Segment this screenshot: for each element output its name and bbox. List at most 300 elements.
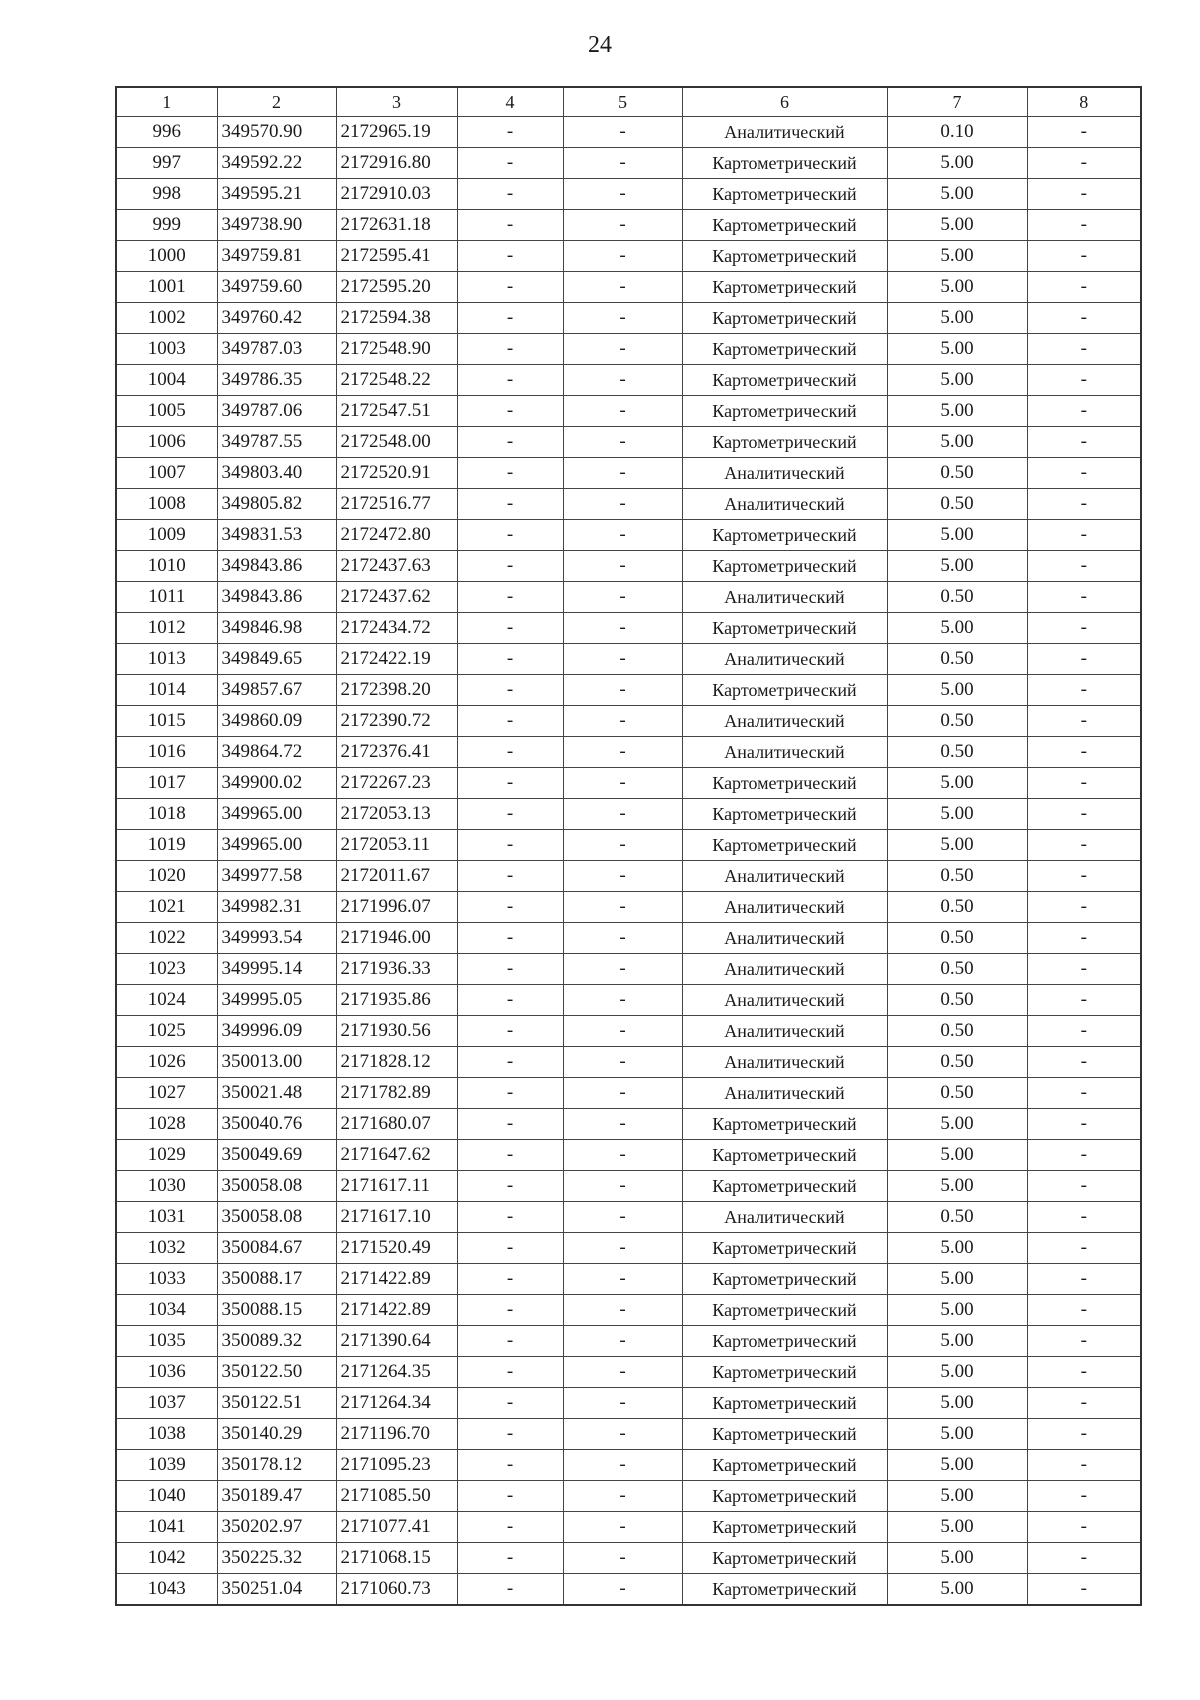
- coord-x-cell: 349995.05: [217, 985, 336, 1016]
- table-row: [116, 241, 1141, 272]
- col-4-cell: -: [457, 334, 563, 365]
- coord-x-cell: 349857.67: [217, 675, 336, 706]
- point-number-cell: 1016: [116, 737, 217, 768]
- table-row: [116, 954, 1141, 985]
- col-5-cell: -: [563, 954, 682, 985]
- coord-x-cell: 349759.60: [217, 272, 336, 303]
- col-5-cell: -: [563, 1109, 682, 1140]
- col-5-cell: -: [563, 1357, 682, 1388]
- point-number-cell: 999: [116, 210, 217, 241]
- table-row: [116, 1419, 1141, 1450]
- coord-x-cell: 350251.04: [217, 1574, 336, 1606]
- point-number-cell: 1018: [116, 799, 217, 830]
- col-4-cell: -: [457, 830, 563, 861]
- col-8-cell: -: [1027, 1171, 1141, 1202]
- table-row: [116, 1512, 1141, 1543]
- accuracy-cell: 0.50: [887, 737, 1027, 768]
- col-8-cell: -: [1027, 1078, 1141, 1109]
- point-number-cell: 1022: [116, 923, 217, 954]
- method-cell: Картометрический: [682, 1574, 887, 1606]
- col-8-cell: -: [1027, 551, 1141, 582]
- point-number-cell: 1012: [116, 613, 217, 644]
- point-number-cell: 1034: [116, 1295, 217, 1326]
- method-cell: Картометрический: [682, 1233, 887, 1264]
- col-8-cell: -: [1027, 644, 1141, 675]
- accuracy-cell: 5.00: [887, 1450, 1027, 1481]
- method-cell: Картометрический: [682, 210, 887, 241]
- table-row: [116, 148, 1141, 179]
- accuracy-cell: 5.00: [887, 1264, 1027, 1295]
- col-4-cell: -: [457, 427, 563, 458]
- point-number-cell: 1032: [116, 1233, 217, 1264]
- col-4-cell: -: [457, 954, 563, 985]
- coord-x-cell: 349786.35: [217, 365, 336, 396]
- coord-y-cell: 2171196.70: [336, 1419, 457, 1450]
- col-5-cell: -: [563, 923, 682, 954]
- coord-y-cell: 2171617.11: [336, 1171, 457, 1202]
- coord-x-cell: 350058.08: [217, 1202, 336, 1233]
- coord-x-cell: 350058.08: [217, 1171, 336, 1202]
- col-8-cell: -: [1027, 861, 1141, 892]
- point-number-cell: 1011: [116, 582, 217, 613]
- col-4-cell: -: [457, 520, 563, 551]
- col-5-cell: -: [563, 1171, 682, 1202]
- table-row: [116, 1481, 1141, 1512]
- col-4-cell: -: [457, 489, 563, 520]
- coord-y-cell: 2172595.41: [336, 241, 457, 272]
- coord-x-cell: 349995.14: [217, 954, 336, 985]
- method-cell: Аналитический: [682, 861, 887, 892]
- coord-x-cell: 349996.09: [217, 1016, 336, 1047]
- method-cell: Аналитический: [682, 1202, 887, 1233]
- method-cell: Картометрический: [682, 1171, 887, 1202]
- col-8-cell: -: [1027, 613, 1141, 644]
- accuracy-cell: 5.00: [887, 1543, 1027, 1574]
- col-8-cell: -: [1027, 1574, 1141, 1606]
- coord-y-cell: 2171782.89: [336, 1078, 457, 1109]
- col-5-cell: -: [563, 551, 682, 582]
- col-8-cell: -: [1027, 1512, 1141, 1543]
- method-cell: Картометрический: [682, 179, 887, 210]
- col-4-cell: -: [457, 861, 563, 892]
- col-8-cell: -: [1027, 210, 1141, 241]
- col-5-cell: -: [563, 1574, 682, 1606]
- col-4-cell: -: [457, 1109, 563, 1140]
- coord-x-cell: 350049.69: [217, 1140, 336, 1171]
- table-row: [116, 210, 1141, 241]
- col-8-cell: -: [1027, 1202, 1141, 1233]
- coord-x-cell: 350122.50: [217, 1357, 336, 1388]
- method-cell: Картометрический: [682, 148, 887, 179]
- coord-x-cell: 349965.00: [217, 830, 336, 861]
- point-number-cell: 1039: [116, 1450, 217, 1481]
- column-header-5: 5: [563, 87, 682, 117]
- col-5-cell: -: [563, 1078, 682, 1109]
- column-header-7: 7: [887, 87, 1027, 117]
- col-4-cell: -: [457, 210, 563, 241]
- method-cell: Картометрический: [682, 830, 887, 861]
- accuracy-cell: 0.50: [887, 458, 1027, 489]
- coord-y-cell: 2171264.35: [336, 1357, 457, 1388]
- method-cell: Аналитический: [682, 985, 887, 1016]
- col-4-cell: -: [457, 675, 563, 706]
- coord-x-cell: 350084.67: [217, 1233, 336, 1264]
- col-4-cell: -: [457, 644, 563, 675]
- col-4-cell: -: [457, 458, 563, 489]
- col-8-cell: -: [1027, 923, 1141, 954]
- accuracy-cell: 5.00: [887, 830, 1027, 861]
- col-5-cell: -: [563, 675, 682, 706]
- coord-y-cell: 2172516.77: [336, 489, 457, 520]
- coord-x-cell: 350202.97: [217, 1512, 336, 1543]
- col-5-cell: -: [563, 520, 682, 551]
- coord-x-cell: 349570.90: [217, 117, 336, 148]
- col-8-cell: -: [1027, 892, 1141, 923]
- accuracy-cell: 5.00: [887, 520, 1027, 551]
- coord-y-cell: 2172053.11: [336, 830, 457, 861]
- column-header-1: 1: [116, 87, 217, 117]
- column-header-3: 3: [336, 87, 457, 117]
- method-cell: Картометрический: [682, 272, 887, 303]
- col-4-cell: -: [457, 737, 563, 768]
- col-4-cell: -: [457, 1202, 563, 1233]
- col-4-cell: -: [457, 1574, 563, 1606]
- point-number-cell: 1008: [116, 489, 217, 520]
- col-5-cell: -: [563, 1419, 682, 1450]
- coord-x-cell: 349805.82: [217, 489, 336, 520]
- method-cell: Аналитический: [682, 1078, 887, 1109]
- coord-x-cell: 349846.98: [217, 613, 336, 644]
- col-5-cell: -: [563, 210, 682, 241]
- col-4-cell: -: [457, 1357, 563, 1388]
- col-8-cell: -: [1027, 582, 1141, 613]
- col-4-cell: -: [457, 613, 563, 644]
- coord-x-cell: 349965.00: [217, 799, 336, 830]
- column-header-8: 8: [1027, 87, 1141, 117]
- accuracy-cell: 5.00: [887, 210, 1027, 241]
- table-row: [116, 1574, 1141, 1606]
- col-4-cell: -: [457, 551, 563, 582]
- point-number-cell: 1002: [116, 303, 217, 334]
- col-4-cell: -: [457, 241, 563, 272]
- col-5-cell: -: [563, 1512, 682, 1543]
- page-number: 24: [588, 32, 612, 58]
- coord-y-cell: 2171264.34: [336, 1388, 457, 1419]
- point-number-cell: 1010: [116, 551, 217, 582]
- accuracy-cell: 5.00: [887, 1388, 1027, 1419]
- table-row: [116, 799, 1141, 830]
- method-cell: Картометрический: [682, 1109, 887, 1140]
- method-cell: Картометрический: [682, 613, 887, 644]
- coord-y-cell: 2171680.07: [336, 1109, 457, 1140]
- col-4-cell: -: [457, 892, 563, 923]
- col-5-cell: -: [563, 1202, 682, 1233]
- table-row: [116, 520, 1141, 551]
- table-row: [116, 458, 1141, 489]
- col-8-cell: -: [1027, 1388, 1141, 1419]
- coord-x-cell: 349843.86: [217, 582, 336, 613]
- point-number-cell: 1024: [116, 985, 217, 1016]
- col-5-cell: -: [563, 799, 682, 830]
- table-row: [116, 706, 1141, 737]
- col-4-cell: -: [457, 768, 563, 799]
- coord-x-cell: 349787.55: [217, 427, 336, 458]
- method-cell: Картометрический: [682, 520, 887, 551]
- coord-x-cell: 350089.32: [217, 1326, 336, 1357]
- table-row: [116, 1295, 1141, 1326]
- accuracy-cell: 0.10: [887, 117, 1027, 148]
- col-4-cell: -: [457, 582, 563, 613]
- point-number-cell: 1026: [116, 1047, 217, 1078]
- accuracy-cell: 0.50: [887, 706, 1027, 737]
- col-4-cell: -: [457, 1295, 563, 1326]
- col-5-cell: -: [563, 1140, 682, 1171]
- coord-y-cell: 2172916.80: [336, 148, 457, 179]
- method-cell: Картометрический: [682, 1481, 887, 1512]
- accuracy-cell: 5.00: [887, 334, 1027, 365]
- method-cell: Картометрический: [682, 1512, 887, 1543]
- method-cell: Аналитический: [682, 737, 887, 768]
- coord-y-cell: 2171422.89: [336, 1264, 457, 1295]
- col-5-cell: -: [563, 892, 682, 923]
- col-4-cell: -: [457, 1512, 563, 1543]
- point-number-cell: 1025: [116, 1016, 217, 1047]
- col-4-cell: -: [457, 1264, 563, 1295]
- method-cell: Картометрический: [682, 365, 887, 396]
- table-row: [116, 1109, 1141, 1140]
- coord-x-cell: 350013.00: [217, 1047, 336, 1078]
- col-8-cell: -: [1027, 1295, 1141, 1326]
- col-8-cell: -: [1027, 675, 1141, 706]
- table-row: [116, 1388, 1141, 1419]
- coord-y-cell: 2172631.18: [336, 210, 457, 241]
- col-4-cell: -: [457, 365, 563, 396]
- accuracy-cell: 5.00: [887, 179, 1027, 210]
- col-5-cell: -: [563, 334, 682, 365]
- coord-y-cell: 2171068.15: [336, 1543, 457, 1574]
- coord-y-cell: 2172548.90: [336, 334, 457, 365]
- coord-y-cell: 2171520.49: [336, 1233, 457, 1264]
- method-cell: Картометрический: [682, 1450, 887, 1481]
- coord-y-cell: 2172422.19: [336, 644, 457, 675]
- col-4-cell: -: [457, 1481, 563, 1512]
- point-number-cell: 1007: [116, 458, 217, 489]
- col-8-cell: -: [1027, 1357, 1141, 1388]
- accuracy-cell: 5.00: [887, 1295, 1027, 1326]
- accuracy-cell: 0.50: [887, 954, 1027, 985]
- method-cell: Картометрический: [682, 1357, 887, 1388]
- col-5-cell: -: [563, 737, 682, 768]
- coord-y-cell: 2171085.50: [336, 1481, 457, 1512]
- col-4-cell: -: [457, 799, 563, 830]
- table-row: [116, 582, 1141, 613]
- coord-y-cell: 2171935.86: [336, 985, 457, 1016]
- col-5-cell: -: [563, 644, 682, 675]
- point-number-cell: 1009: [116, 520, 217, 551]
- point-number-cell: 996: [116, 117, 217, 148]
- point-number-cell: 998: [116, 179, 217, 210]
- accuracy-cell: 0.50: [887, 582, 1027, 613]
- coord-y-cell: 2171647.62: [336, 1140, 457, 1171]
- col-5-cell: -: [563, 303, 682, 334]
- method-cell: Аналитический: [682, 582, 887, 613]
- accuracy-cell: 5.00: [887, 1171, 1027, 1202]
- coord-y-cell: 2172548.22: [336, 365, 457, 396]
- col-5-cell: -: [563, 489, 682, 520]
- coord-x-cell: 349787.06: [217, 396, 336, 427]
- table-row: [116, 1078, 1141, 1109]
- method-cell: Аналитический: [682, 458, 887, 489]
- col-5-cell: -: [563, 613, 682, 644]
- coord-y-cell: 2172472.80: [336, 520, 457, 551]
- coord-y-cell: 2171060.73: [336, 1574, 457, 1606]
- point-number-cell: 1040: [116, 1481, 217, 1512]
- table-row: [116, 1016, 1141, 1047]
- point-number-cell: 1014: [116, 675, 217, 706]
- col-4-cell: -: [457, 1450, 563, 1481]
- col-4-cell: -: [457, 148, 563, 179]
- point-number-cell: 1031: [116, 1202, 217, 1233]
- method-cell: Картометрический: [682, 1140, 887, 1171]
- col-5-cell: -: [563, 706, 682, 737]
- table-row: [116, 737, 1141, 768]
- point-number-cell: 1038: [116, 1419, 217, 1450]
- point-number-cell: 1005: [116, 396, 217, 427]
- col-4-cell: -: [457, 1171, 563, 1202]
- table-row: [116, 1264, 1141, 1295]
- method-cell: Картометрический: [682, 241, 887, 272]
- table-row: [116, 427, 1141, 458]
- coord-y-cell: 2171617.10: [336, 1202, 457, 1233]
- method-cell: Аналитический: [682, 1047, 887, 1078]
- accuracy-cell: 5.00: [887, 768, 1027, 799]
- accuracy-cell: 5.00: [887, 396, 1027, 427]
- col-4-cell: -: [457, 706, 563, 737]
- accuracy-cell: 0.50: [887, 1202, 1027, 1233]
- coord-y-cell: 2172267.23: [336, 768, 457, 799]
- coord-y-cell: 2172595.20: [336, 272, 457, 303]
- coord-x-cell: 349738.90: [217, 210, 336, 241]
- col-8-cell: -: [1027, 148, 1141, 179]
- table-row: [116, 179, 1141, 210]
- coord-y-cell: 2171390.64: [336, 1326, 457, 1357]
- col-5-cell: -: [563, 458, 682, 489]
- accuracy-cell: 5.00: [887, 1233, 1027, 1264]
- coord-x-cell: 349592.22: [217, 148, 336, 179]
- col-5-cell: -: [563, 985, 682, 1016]
- col-8-cell: -: [1027, 1481, 1141, 1512]
- method-cell: Аналитический: [682, 923, 887, 954]
- point-number-cell: 1015: [116, 706, 217, 737]
- coord-x-cell: 349759.81: [217, 241, 336, 272]
- column-header-2: 2: [217, 87, 336, 117]
- point-number-cell: 1042: [116, 1543, 217, 1574]
- col-8-cell: -: [1027, 365, 1141, 396]
- accuracy-cell: 5.00: [887, 1326, 1027, 1357]
- method-cell: Картометрический: [682, 1419, 887, 1450]
- col-5-cell: -: [563, 1233, 682, 1264]
- coord-y-cell: 2171077.41: [336, 1512, 457, 1543]
- point-number-cell: 1028: [116, 1109, 217, 1140]
- coord-y-cell: 2172910.03: [336, 179, 457, 210]
- table-row: [116, 675, 1141, 706]
- col-5-cell: -: [563, 1543, 682, 1574]
- method-cell: Картометрический: [682, 1388, 887, 1419]
- coord-x-cell: 349831.53: [217, 520, 336, 551]
- col-4-cell: -: [457, 303, 563, 334]
- point-number-cell: 1041: [116, 1512, 217, 1543]
- point-number-cell: 1020: [116, 861, 217, 892]
- col-5-cell: -: [563, 1388, 682, 1419]
- coord-y-cell: 2171828.12: [336, 1047, 457, 1078]
- col-8-cell: -: [1027, 954, 1141, 985]
- col-8-cell: -: [1027, 1047, 1141, 1078]
- method-cell: Аналитический: [682, 892, 887, 923]
- col-4-cell: -: [457, 985, 563, 1016]
- col-8-cell: -: [1027, 768, 1141, 799]
- col-8-cell: -: [1027, 396, 1141, 427]
- method-cell: Картометрический: [682, 1295, 887, 1326]
- col-4-cell: -: [457, 1078, 563, 1109]
- table-row: [116, 923, 1141, 954]
- coord-y-cell: 2172594.38: [336, 303, 457, 334]
- col-5-cell: -: [563, 427, 682, 458]
- accuracy-cell: 5.00: [887, 148, 1027, 179]
- accuracy-cell: 0.50: [887, 892, 1027, 923]
- col-8-cell: -: [1027, 272, 1141, 303]
- col-4-cell: -: [457, 1543, 563, 1574]
- point-number-cell: 1013: [116, 644, 217, 675]
- col-4-cell: -: [457, 1419, 563, 1450]
- accuracy-cell: 0.50: [887, 1078, 1027, 1109]
- coord-x-cell: 349982.31: [217, 892, 336, 923]
- coord-x-cell: 349977.58: [217, 861, 336, 892]
- coord-y-cell: 2171946.00: [336, 923, 457, 954]
- accuracy-cell: 0.50: [887, 985, 1027, 1016]
- accuracy-cell: 0.50: [887, 1016, 1027, 1047]
- point-number-cell: 1043: [116, 1574, 217, 1606]
- col-8-cell: -: [1027, 1543, 1141, 1574]
- table-row: [116, 1543, 1141, 1574]
- table-row: [116, 830, 1141, 861]
- col-5-cell: -: [563, 768, 682, 799]
- coord-y-cell: 2172053.13: [336, 799, 457, 830]
- col-4-cell: -: [457, 923, 563, 954]
- coord-y-cell: 2172548.00: [336, 427, 457, 458]
- coord-x-cell: 350021.48: [217, 1078, 336, 1109]
- col-5-cell: -: [563, 1016, 682, 1047]
- table-row: [116, 1202, 1141, 1233]
- accuracy-cell: 5.00: [887, 1140, 1027, 1171]
- accuracy-cell: 0.50: [887, 1047, 1027, 1078]
- point-number-cell: 1017: [116, 768, 217, 799]
- method-cell: Картометрический: [682, 427, 887, 458]
- col-4-cell: -: [457, 1016, 563, 1047]
- col-8-cell: -: [1027, 830, 1141, 861]
- table-row: [116, 1450, 1141, 1481]
- table-row: [116, 1171, 1141, 1202]
- coord-x-cell: 350178.12: [217, 1450, 336, 1481]
- table-row: [116, 1047, 1141, 1078]
- col-8-cell: -: [1027, 179, 1141, 210]
- method-cell: Картометрический: [682, 396, 887, 427]
- accuracy-cell: 5.00: [887, 1419, 1027, 1450]
- col-8-cell: -: [1027, 427, 1141, 458]
- table-body: [116, 117, 1141, 1606]
- col-5-cell: -: [563, 396, 682, 427]
- col-4-cell: -: [457, 1140, 563, 1171]
- coord-y-cell: 2171095.23: [336, 1450, 457, 1481]
